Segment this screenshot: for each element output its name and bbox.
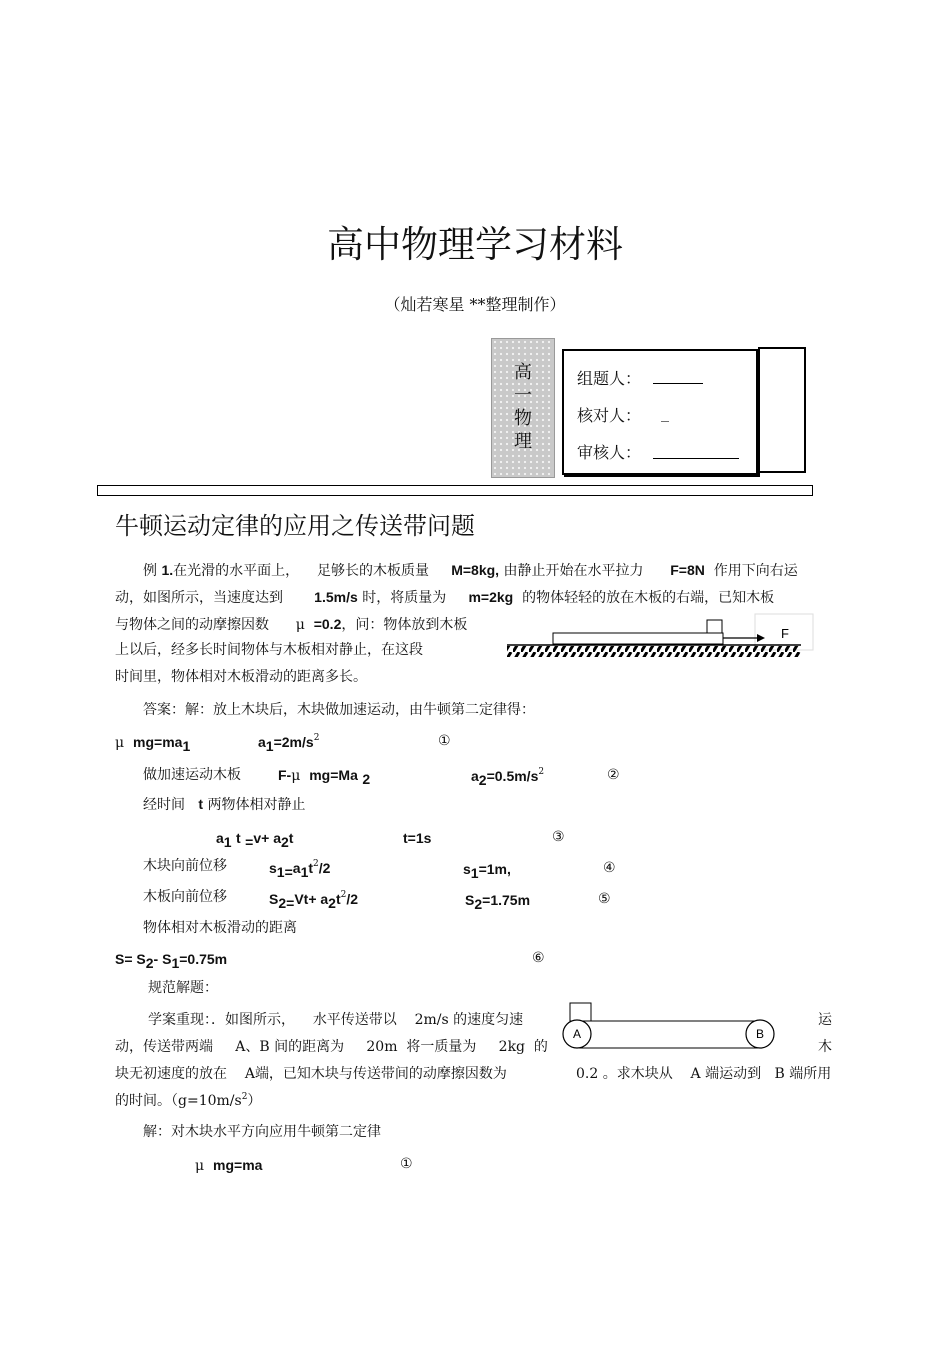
problem-line: 动，如图所示，当速度达到 1.5m/s 时，将质量为 m=2kg 的物体轻轻的放在木板的右端，已知木板 bbox=[115, 589, 775, 606]
block-on-belt bbox=[570, 1003, 591, 1021]
relative-distance-text: 物体相对木板滑动的距离 bbox=[143, 920, 297, 936]
page-subtitle: （灿若寒星 **整理制作） bbox=[384, 295, 566, 314]
equation-number: ⑥ bbox=[532, 950, 545, 966]
problem-line: 动，传送带两端 A、B 间的距离为 20m 将一质量为 2kg 的 bbox=[115, 1039, 548, 1055]
side-char: 物 bbox=[514, 408, 532, 429]
answer-intro: 答案：解：放上木块后，木块做加速运动，由牛顿第二定律得： bbox=[143, 702, 535, 718]
wooden-board bbox=[553, 633, 723, 644]
checker-label: 核对人： bbox=[577, 406, 642, 425]
equation-2-result: $a_2=0.5m/s^2$ bbox=[471, 767, 545, 788]
organizer-label: 组题人： bbox=[577, 369, 642, 388]
equation-4: $s_{1=}a_1t^2/2$ bbox=[269, 859, 331, 880]
board-force-figure bbox=[505, 612, 815, 662]
problem-line: 例 1.在光滑的水平面上， 足够长的木板质量 M=8kg, 由静止开始在水平拉力 F=8N 作用下向右运 bbox=[143, 562, 798, 579]
pulley-b-label: B bbox=[755, 1027, 765, 1041]
problem-line-end: 木 bbox=[818, 1039, 832, 1055]
side-char: 理 bbox=[514, 431, 532, 452]
standard-heading: 规范解题： bbox=[148, 980, 218, 996]
problem-line: 上以后，经多长时间物体与木板相对静止，在这段 bbox=[115, 642, 423, 658]
equation-number: ③ bbox=[552, 829, 565, 845]
reviewer-blank bbox=[653, 458, 739, 459]
block-displacement-text: 木块向前位移 bbox=[143, 858, 227, 874]
equation-3: $a_1$ t $_=v+ a_2t$ bbox=[216, 830, 294, 850]
problem-line: 的时间。$(g=10m/s^2)$ bbox=[115, 1092, 262, 1109]
credits-box bbox=[562, 349, 758, 475]
equation-final: μ mg=ma bbox=[195, 1157, 263, 1174]
equation-number: ④ bbox=[603, 860, 616, 876]
problem-line-end: 运 bbox=[818, 1012, 832, 1028]
equation-5: $S_{2=}Vt+ a_2t^2/2$ bbox=[269, 890, 359, 911]
conveyor-belt-figure bbox=[560, 1000, 780, 1054]
equation-1-result: $a_1=2m/s^2$ bbox=[258, 733, 320, 754]
equation-3-result: t=1s bbox=[403, 830, 432, 846]
section-divider bbox=[97, 485, 813, 496]
reviewer-label: 审核人： bbox=[577, 443, 642, 462]
equation-2: F-μ mg=Ma $_2$ bbox=[278, 767, 371, 787]
equation-number: ① bbox=[438, 733, 451, 749]
section-title: 牛顿运动定律的应用之传送带问题 bbox=[115, 512, 475, 540]
problem-line: 块无初速度的放在 A端，已知木块与传送带间的动摩擦因数为 bbox=[115, 1066, 507, 1082]
equation-number: ② bbox=[607, 767, 620, 783]
problem-line: 时间里，物体相对木板滑动的距离多长。 bbox=[115, 669, 367, 685]
equation-1: μ $mg=ma_1$ bbox=[115, 734, 191, 754]
checker-value: _ bbox=[661, 403, 669, 422]
equation-number: ⑤ bbox=[598, 891, 611, 907]
board-displacement-text: 木板向前位移 bbox=[143, 889, 227, 905]
pulley-a-label: A bbox=[572, 1027, 582, 1041]
equation-5-result: $S_2=1.75m$ bbox=[465, 892, 531, 912]
problem-line: 0.2 。求木块从 A 端运动到 B 端所用 bbox=[576, 1066, 832, 1082]
force-label: F bbox=[781, 626, 789, 641]
problem-line: 学案重现：．如图所示， 水平传送带以 2m/s 的速度匀速 bbox=[148, 1012, 524, 1028]
ground-hatch bbox=[507, 646, 801, 657]
board-accel-text: 做加速运动木板 bbox=[143, 767, 241, 783]
equation-4-result: $s_1=1m$, bbox=[463, 861, 511, 881]
solution-intro: 解：对木块水平方向应用牛顿第二定律 bbox=[143, 1124, 381, 1140]
page-title: 高中物理学习材料 bbox=[327, 223, 623, 266]
time-text: 经时间 t 两物体相对静止 bbox=[143, 796, 306, 813]
equation-6: $S= S_2-$ $S_1=0.75m$ bbox=[115, 951, 228, 971]
grade-subject-label bbox=[491, 338, 555, 478]
equation-number: ① bbox=[400, 1156, 413, 1172]
side-char: 高 bbox=[514, 362, 532, 383]
organizer-blank bbox=[653, 383, 703, 384]
side-box bbox=[758, 347, 806, 473]
small-block bbox=[707, 620, 722, 633]
problem-line: 与物体之间的动摩擦因数 μ =0.2，问：物体放到木板 bbox=[115, 616, 468, 633]
side-char: 一 bbox=[514, 385, 532, 406]
